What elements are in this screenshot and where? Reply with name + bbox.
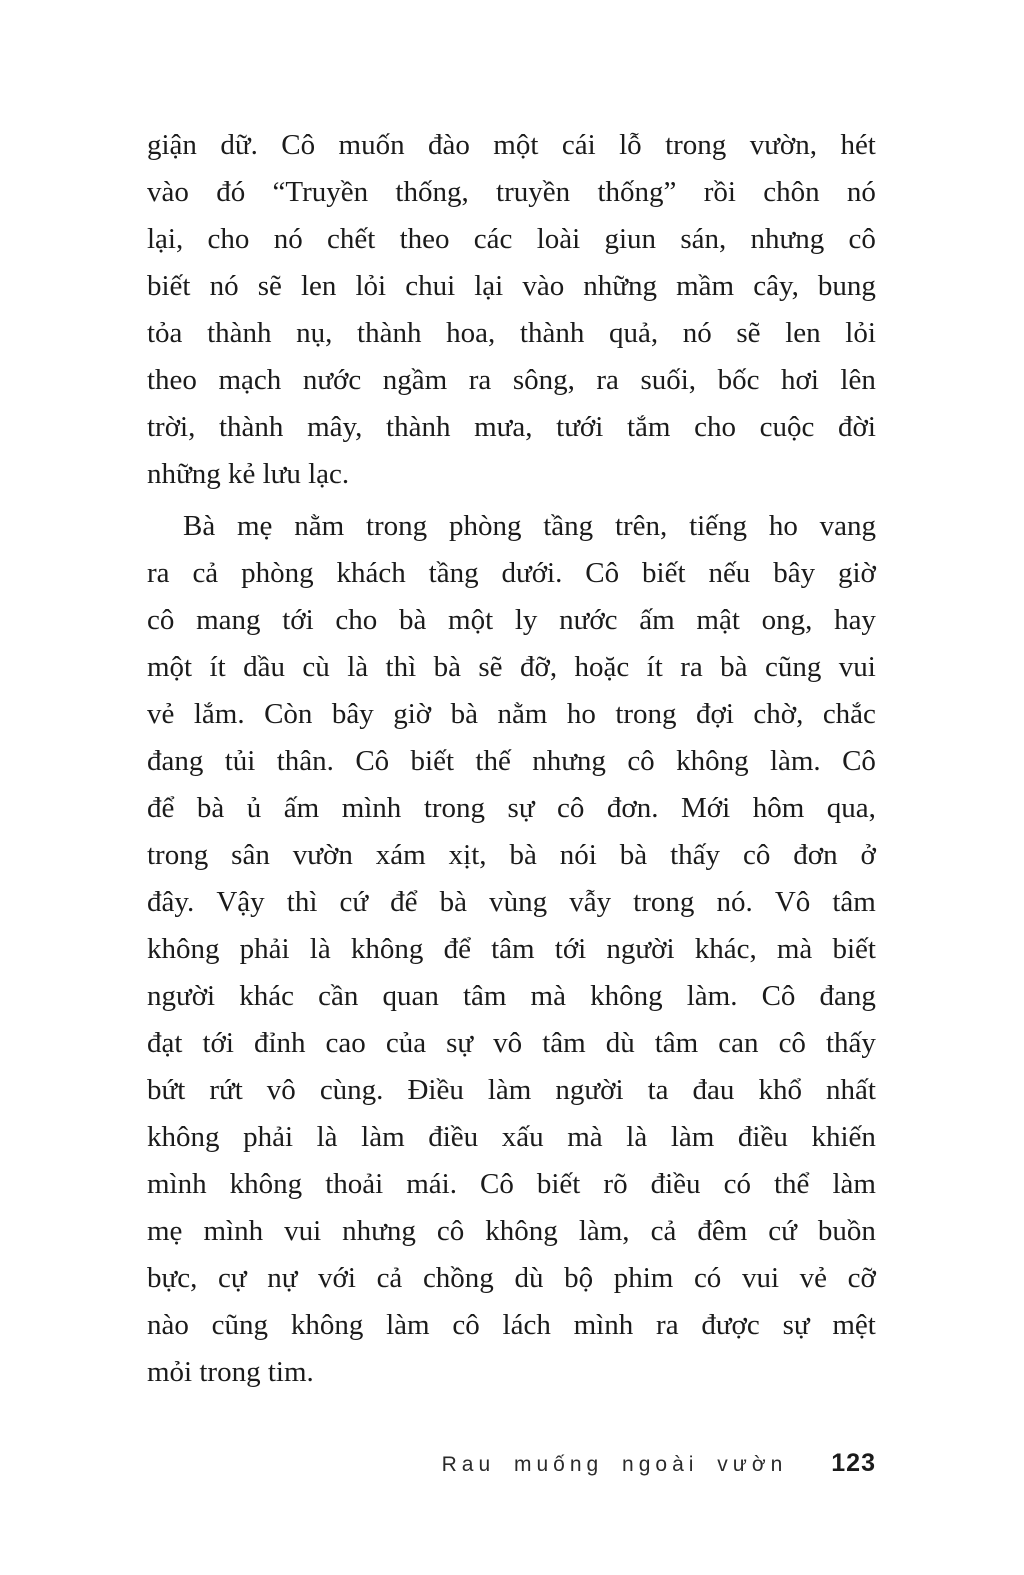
paragraph — [147, 503, 876, 1396]
text-line: Bà mẹ nằm trong phòng tầng trên, tiếng ho vang — [183, 510, 876, 542]
text-line: đạt tới đỉnh cao của sự vô tâm dù tâm can cô thấy — [147, 1027, 876, 1059]
text-line: một ít dầu cù là thì bà sẽ đỡ, hoặc ít ra bà cũng vui — [147, 651, 876, 683]
text-line: tỏa thành nụ, thành hoa, thành quả, nó sẽ len lỏi — [147, 317, 876, 349]
text-line: giận dữ. Cô muốn đào một cái lỗ trong vườn, hét — [147, 129, 876, 161]
text-line: biết nó sẽ len lỏi chui lại vào những mầm cây, bung — [147, 270, 876, 302]
body-text — [147, 122, 876, 1401]
text-line: người khác cần quan tâm mà không làm. Cô đang — [147, 980, 876, 1012]
text-line: theo mạch nước ngầm ra sông, ra suối, bốc hơi lên — [147, 364, 876, 396]
text-line: đây. Vậy thì cứ để bà vùng vẫy trong nó. Vô tâm — [147, 886, 876, 918]
text-line: cô mang tới cho bà một ly nước ấm mật ong, hay — [147, 604, 876, 636]
text-line: lại, cho nó chết theo các loài giun sán, nhưng cô — [147, 223, 876, 255]
text-line: không phải là không để tâm tới người khác, mà biết — [147, 933, 876, 965]
text-line: không phải là làm điều xấu mà là làm điều khiến — [147, 1121, 876, 1153]
text-line: ra cả phòng khách tầng dưới. Cô biết nếu bây giờ — [147, 557, 876, 589]
text-line: mỏi trong tim. — [147, 1356, 314, 1388]
text-line: để bà ủ ấm mình trong sự cô đơn. Mới hôm qua, — [147, 792, 876, 824]
text-line: mình không thoải mái. Cô biết rõ điều có thể làm — [147, 1168, 876, 1200]
footer-book-title: Rau muống ngoài vườn — [441, 1453, 788, 1476]
text-line: bứt rứt vô cùng. Điều làm người ta đau khổ nhất — [147, 1074, 876, 1106]
text-line: bực, cự nự với cả chồng dù bộ phim có vui vẻ cỡ — [147, 1262, 876, 1294]
text-line: đang tủi thân. Cô biết thế nhưng cô không làm. Cô — [147, 745, 876, 777]
running-footer — [147, 1449, 876, 1478]
text-line: vào đó “Truyền thống, truyền thống” rồi chôn nó — [147, 176, 876, 208]
footer-page-number: 123 — [831, 1449, 876, 1477]
paragraph — [147, 122, 876, 498]
text-line: vẻ lắm. Còn bây giờ bà nằm ho trong đợi chờ, chắc — [147, 698, 876, 730]
text-line: những kẻ lưu lạc. — [147, 458, 350, 490]
text-line: trong sân vườn xám xịt, bà nói bà thấy cô đơn ở — [147, 839, 876, 871]
text-line: mẹ mình vui nhưng cô không làm, cả đêm cứ buồn — [147, 1215, 876, 1247]
text-line: nào cũng không làm cô lách mình ra được sự mệt — [147, 1309, 876, 1341]
text-line: trời, thành mây, thành mưa, tưới tắm cho cuộc đời — [147, 411, 876, 443]
